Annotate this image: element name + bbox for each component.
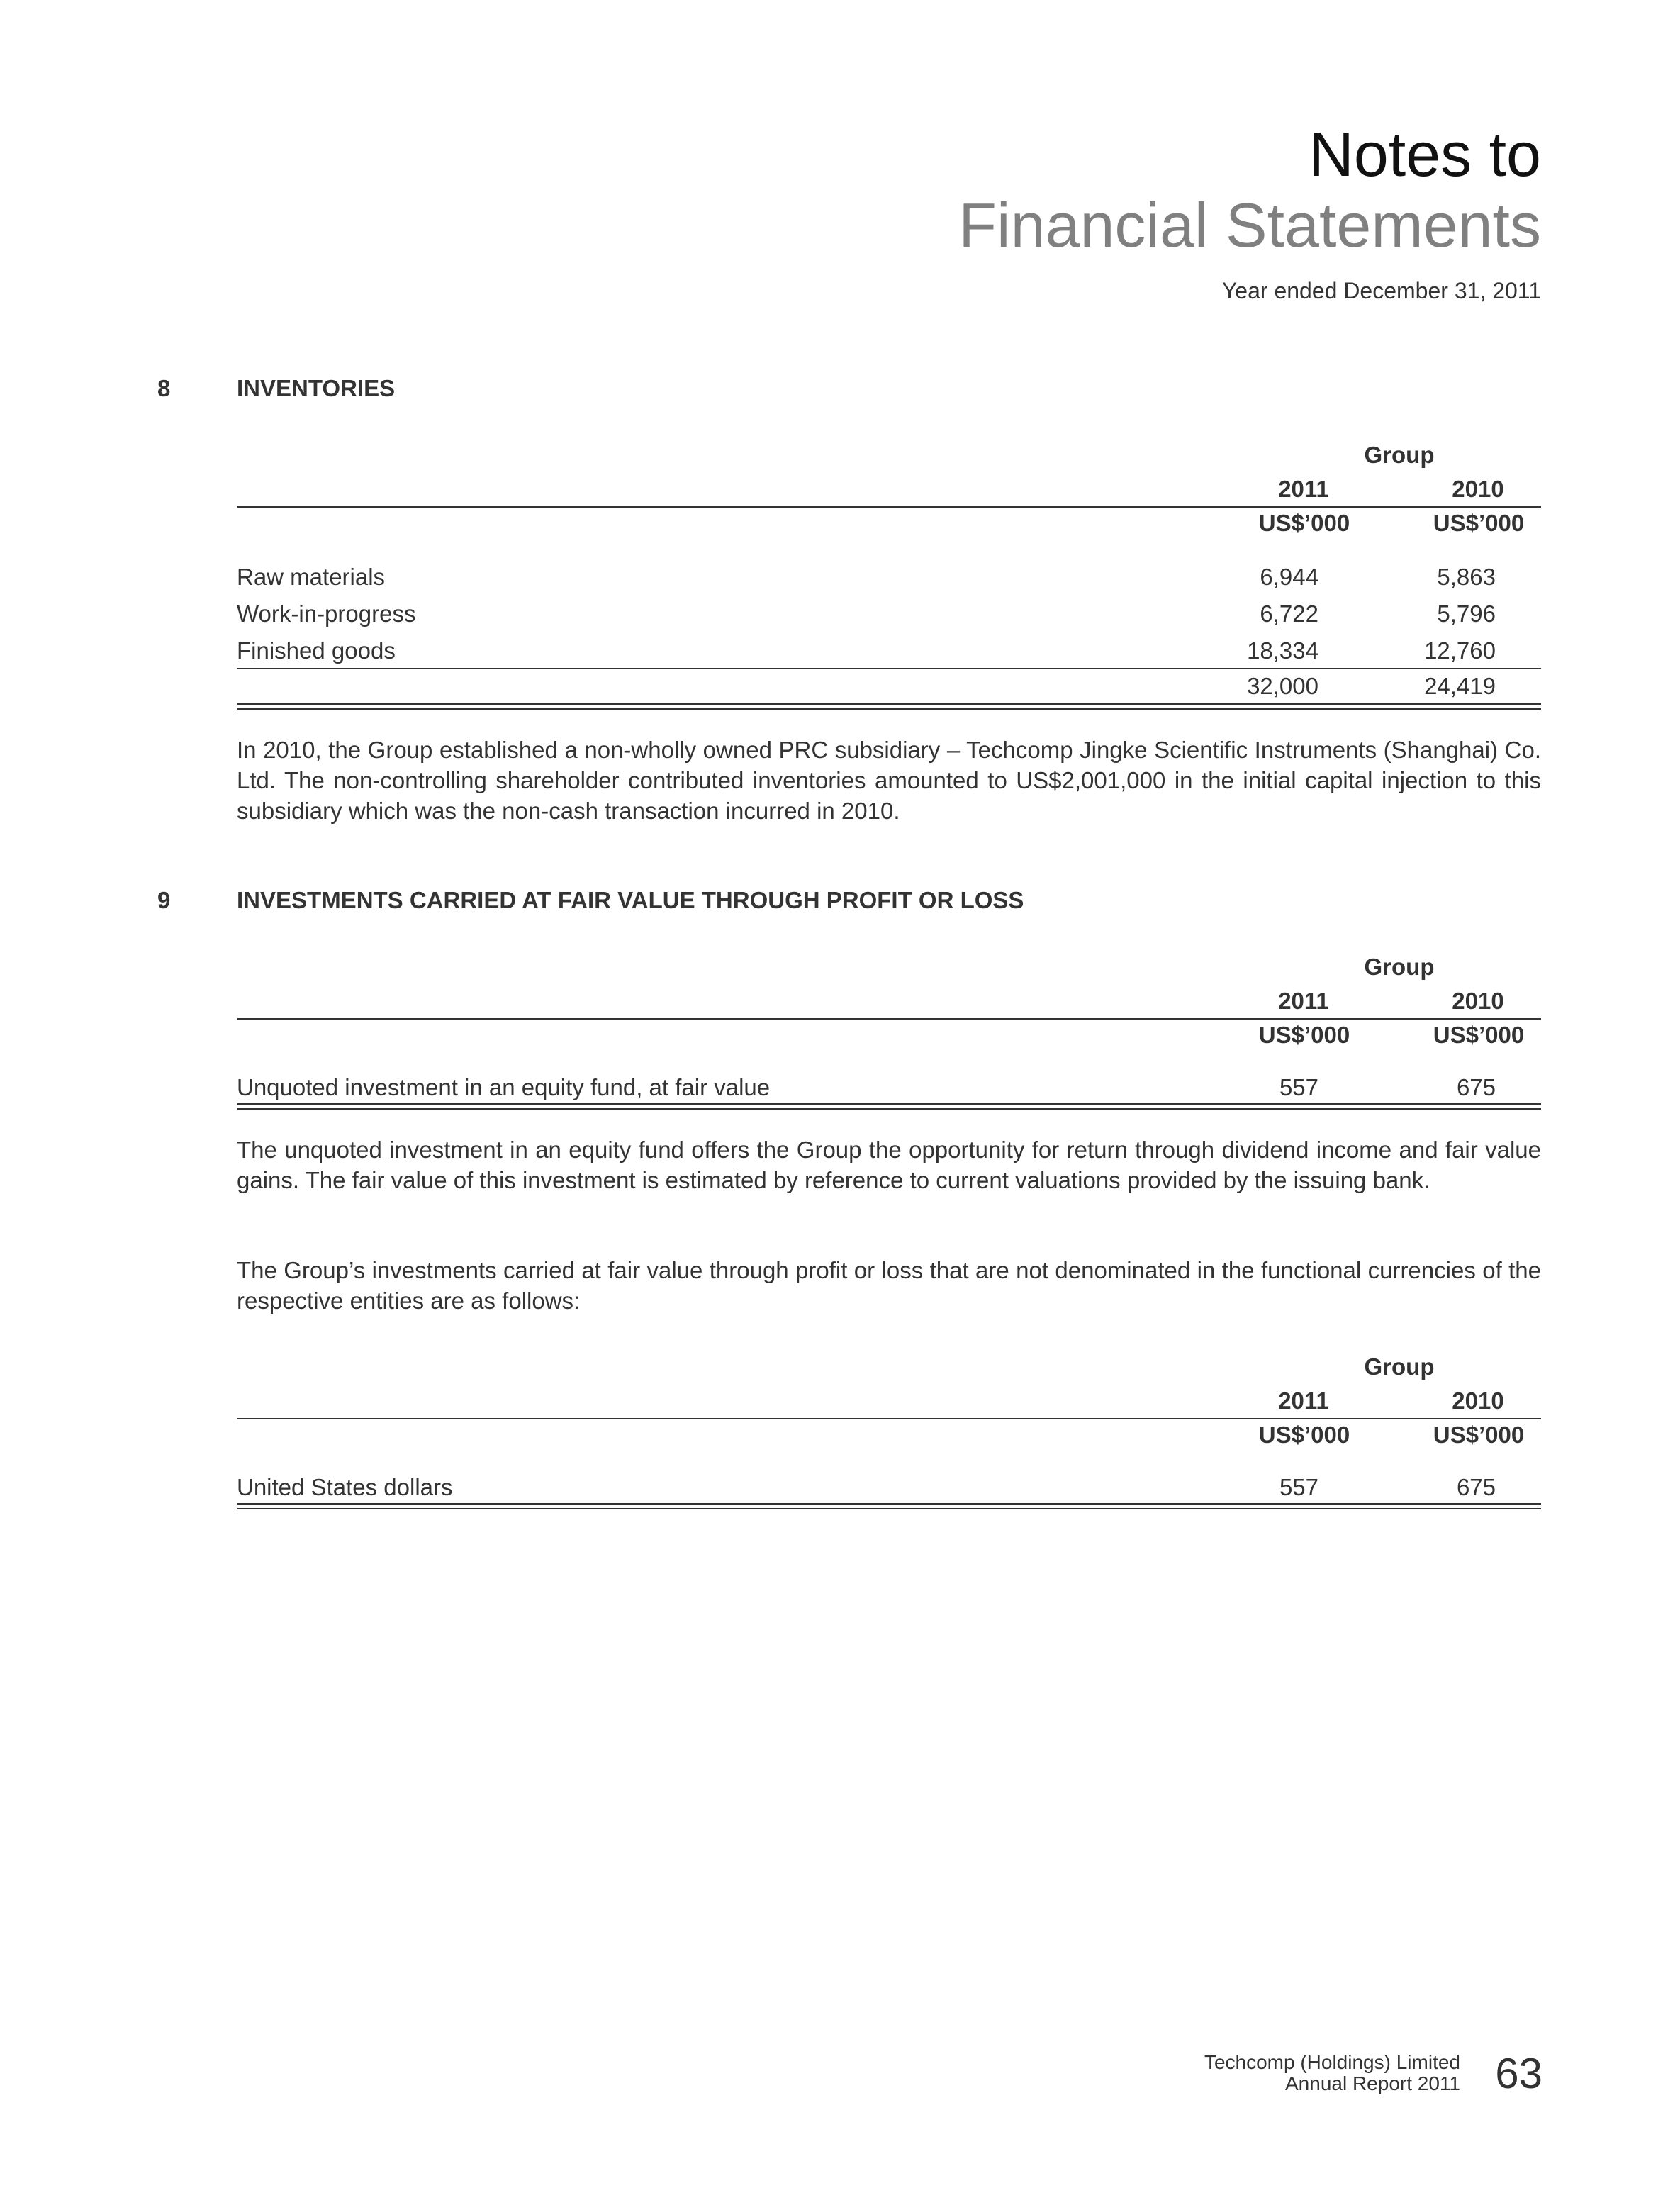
currency-2011-header: US$’000 [1258,1022,1350,1048]
note-9-number: 9 [157,887,171,913]
table-row [237,598,1541,630]
total-double-rule [237,703,1541,710]
table-row [237,1472,1541,1503]
currency-2010-header: US$’000 [1433,510,1525,536]
value-2011: 6,722 [1260,601,1318,627]
row-label: Unquoted investment in an equity fund, at fair value [237,1074,771,1100]
period-subtitle: Year ended December 31, 2011 [1221,278,1541,303]
note-8-number: 8 [157,375,171,401]
year-2010-header: 2010 [1452,1388,1504,1414]
value-2011: 18,334 [1247,637,1318,664]
row-label: United States dollars [237,1474,453,1500]
row-label: Finished goods [237,637,396,664]
row-label: Raw materials [237,564,386,590]
table-row [237,562,1541,593]
value-2010: 5,796 [1437,601,1496,627]
total-2010: 24,419 [1424,673,1496,699]
table-row [237,1072,1541,1103]
value-2011: 6,944 [1260,564,1318,590]
group-header: Group [1364,442,1435,468]
page-number: 63 [1495,2050,1542,2097]
currency-2010-header: US$’000 [1433,1422,1525,1448]
value-2011: 557 [1279,1474,1318,1500]
value-2010: 5,863 [1437,564,1496,590]
note-8-title: INVENTORIES [237,375,396,401]
value-2010: 12,760 [1424,637,1496,664]
total-2011: 32,000 [1247,673,1318,699]
note-8-paragraph: In 2010, the Group established a non-wholly owned PRC subsidiary – Techcomp Jingke Scientific Instruments (Shanghai) Co. Ltd. The non-controlling shareholder contributed inventories amounted to US$2,001,000 in the initial capital injection to this subsidiary which was the non-cash transaction incurred in 2010. [237,737,1541,824]
total-double-rule [237,1103,1541,1110]
note-9-title: INVESTMENTS CARRIED AT FAIR VALUE THROUGH PROFIT OR LOSS [237,887,1024,913]
footer-company: Techcomp (Holdings) Limited [1204,2051,1460,2073]
note-9-paragraph-1: The unquoted investment in an equity fund offers the Group the opportunity for return through dividend income and fair value gains. The fair value of this investment is estimated by reference to current valuations provided by the issuing bank. [237,1137,1541,1193]
footer-report: Annual Report 2011 [1285,2072,1460,2094]
page-title-line2: Financial Statements [958,190,1541,260]
group-header: Group [1364,1353,1435,1380]
value-2011: 557 [1279,1074,1318,1100]
total-double-rule [237,1503,1541,1509]
value-2010: 675 [1456,1074,1496,1100]
currency-2010-header: US$’000 [1433,1022,1525,1048]
year-2011-header: 2011 [1278,988,1329,1014]
value-2010: 675 [1456,1474,1496,1500]
group-header: Group [1364,954,1435,980]
page-title-line1: Notes to [1309,119,1541,189]
year-2010-header: 2010 [1452,476,1504,502]
currency-2011-header: US$’000 [1258,510,1350,536]
year-2011-header: 2011 [1278,476,1329,502]
year-2011-header: 2011 [1278,1388,1329,1414]
table-row [237,635,1541,666]
subtotal-rule [237,668,1541,669]
total-row [237,671,1541,702]
note-9-paragraph-2: The Group’s investments carried at fair value through profit or loss that are not denominated in the functional currencies of the respective entities are as follows: [237,1257,1541,1314]
row-label: Work-in-progress [237,601,416,627]
year-2010-header: 2010 [1452,988,1504,1014]
footer-text [1204,2052,1460,2094]
currency-2011-header: US$’000 [1258,1422,1350,1448]
